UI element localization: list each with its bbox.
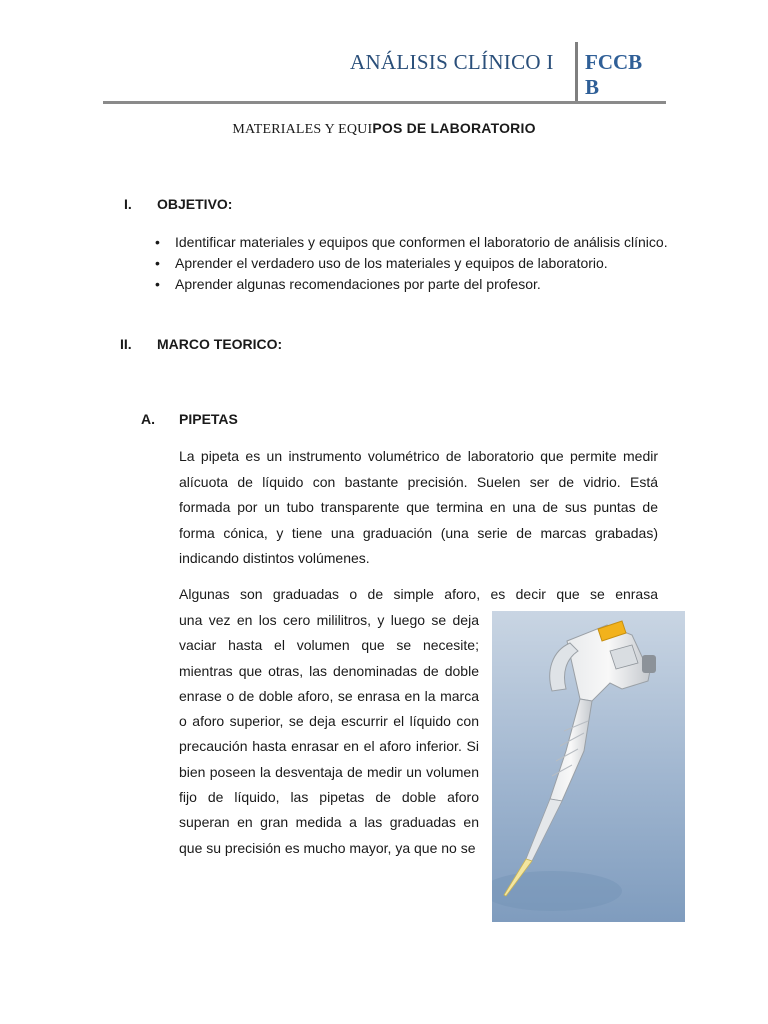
- header-divider: [575, 42, 578, 102]
- document-title-part1: MATERIALES Y EQUI: [232, 122, 373, 137]
- pipetas-paragraph-2: una vez en los cero mililitros, y luego se deja vaciar hasta el volumen que se necesite; mientras que otras, las denominadas de doble enrase o de doble aforo, se enrasa en la marca o aforo superior, se deja escurrir el líquido con precaución hasta enrasar en el aforo inferior. Si bien poseen la desventaja de medir un volumen fijo de líquido, las pipetas de doble aforo superan en gran medida a las graduadas en que su precisión es mucho mayor, ya que no se: [179, 612, 479, 856]
- section-title-marco: MARCO TEORICO:: [157, 336, 283, 352]
- list-item: • Aprender algunas recomendaciones por parte del profesor.: [155, 274, 675, 294]
- document-title: [0, 120, 768, 138]
- objetivo-list: [155, 232, 675, 295]
- pipetas-paragraph-2-first-line: Algunas son graduadas o de simple aforo, es decir que se enrasa: [179, 586, 658, 602]
- section-number-objetivo: I.: [124, 196, 132, 212]
- header-rule: [103, 101, 666, 104]
- faculty-code: FCCBB: [585, 50, 643, 99]
- micropipette-photo: [492, 611, 685, 922]
- list-item: • Identificar materiales y equipos que conformen el laboratorio de análisis clínico.: [155, 232, 675, 252]
- pipetas-paragraph-1: La pipeta es un instrumento volumétrico de laboratorio que permite medir alícuota de líquido con bastante precisión. Suelen ser de vidrio. Está formada por un tubo transparente que termina en una de sus puntas de forma cónica, y tiene una graduación (una serie de marcas grabadas) indicando distintos volúmenes.: [179, 448, 658, 566]
- section-title-objetivo: OBJETIVO:: [157, 196, 233, 212]
- list-item: • Aprender el verdadero uso de los materiales y equipos de laboratorio.: [155, 253, 675, 273]
- subsection-title-pipetas: PIPETAS: [179, 411, 238, 427]
- subsection-letter-pipetas: A.: [141, 411, 155, 427]
- course-title: ANÁLISIS CLÍNICO I: [350, 50, 554, 74]
- section-number-marco: II.: [120, 336, 132, 352]
- document-title-part2: POS DE LABORATORIO: [372, 120, 536, 136]
